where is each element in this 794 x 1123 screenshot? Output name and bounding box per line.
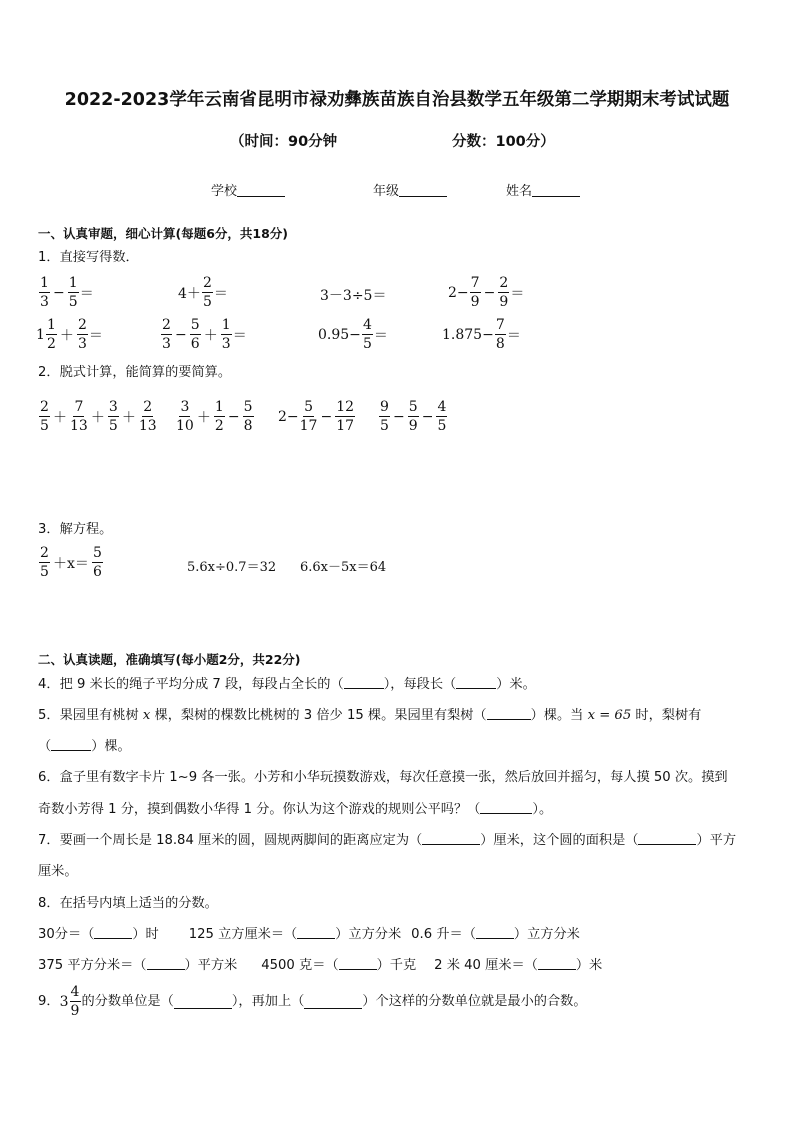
- q3-label: 3．解方程。: [38, 522, 113, 537]
- school-field: 学校: [211, 180, 285, 199]
- q5-blank-1[interactable]: [487, 706, 531, 720]
- q8-blank-3[interactable]: [476, 925, 514, 939]
- name-field: 姓名: [506, 180, 580, 199]
- q6-line-1: 6．盒子里有数字卡片 1~9 各一张。小芳和小华玩摸数游戏，每次任意摸一张，然后放回并摇匀，每人摸 50 次。摸到: [38, 770, 728, 785]
- q1-item-8: 1.875− $\frac{7}{8}$ ＝: [442, 317, 521, 352]
- q9: 9． 3 $\frac{4}{9}$ 的分数单位是（ ），再加上（ ）个这样的分数单位就是最小的合数。: [38, 984, 587, 1019]
- q2-expr-3: 2− $\frac{5}{17}$ − $\frac{12}{17}$: [278, 399, 355, 434]
- q8-blank-5[interactable]: [339, 956, 377, 970]
- score-label: 分数：100分）: [452, 134, 555, 150]
- q5-blank-2[interactable]: [51, 737, 91, 751]
- page-title: 2022-2023学年云南省昆明市禄劝彝族苗族自治县数学五年级第二学期期末考试试题: [64, 90, 730, 110]
- q9-blank-2[interactable]: [304, 995, 362, 1009]
- section1-heading: 一、认真审题，细心计算(每题6分，共18分): [38, 226, 289, 241]
- q2-label: 2．脱式计算，能简算的要简算。: [38, 365, 232, 380]
- q1-label: 1．直接写得数．: [38, 250, 139, 265]
- q7-blank-1[interactable]: [422, 831, 480, 845]
- q7-line-2: 厘米。: [38, 864, 78, 879]
- q4-blank-2[interactable]: [456, 675, 496, 689]
- q2-expr-1: $\frac{2}{5}$ ＋ $\frac{7}{13}$ ＋ $\frac{3}{5}$ ＋ $\frac{2}{13}$: [40, 399, 157, 434]
- section2-heading: 二、认真读题，准确填写(每小题2分，共22分): [38, 652, 301, 667]
- q1-item-2: 4＋ $\frac{2}{5}$ ＝: [178, 275, 228, 310]
- q5-line-2: （ ）棵。: [38, 739, 131, 754]
- q8-blank-2[interactable]: [297, 925, 335, 939]
- q1-item-5: 1 $\frac{1}{2}$ ＋ $\frac{2}{3}$ ＝: [36, 317, 103, 352]
- name-blank[interactable]: [532, 182, 580, 197]
- q7-line-1: 7．要画一个周长是 18.84 厘米的圆，圆规两脚间的距离应定为（ ）厘米，这个圆的面积是（ ）平方: [38, 833, 737, 848]
- q7-blank-2[interactable]: [638, 831, 696, 845]
- q4-blank-1[interactable]: [344, 675, 384, 689]
- q8-label: 8．在括号内填上适当的分数。: [38, 896, 218, 911]
- q8-row-2: 375 平方分米＝（ ）平方米 4500 克＝（ ）千克 2 米 40 厘米＝（ ）米: [38, 958, 603, 973]
- q1-item-3: 3－3÷5＝: [320, 288, 387, 304]
- q3-equation-1: $\frac{2}{5}$ ＋x＝ $\frac{5}{6}$: [40, 545, 102, 580]
- q1-item-7: 0.95− $\frac{4}{5}$ ＝: [318, 317, 388, 352]
- q9-blank-1[interactable]: [174, 995, 232, 1009]
- grade-field: 年级: [373, 180, 447, 199]
- time-label: （时间：90分钟: [230, 134, 338, 150]
- q6-line-2: 奇数小芳得 1 分，摸到偶数小华得 1 分。你认为这个游戏的规则公平吗？（ ）。: [38, 802, 553, 817]
- q1-item-6: $\frac{2}{3}$ − $\frac{5}{6}$ ＋ $\frac{1}{3}$ ＝: [162, 317, 247, 352]
- q3-equation-3: 6.6x－5x＝64: [300, 560, 387, 575]
- q4: 4．把 9 米长的绳子平均分成 7 段，每段占全长的（ ），每段长（ ）米。: [38, 677, 536, 692]
- q6-blank[interactable]: [480, 800, 532, 814]
- q2-expr-4: $\frac{9}{5}$ − $\frac{5}{9}$ − $\frac{4}{5}$: [380, 399, 447, 434]
- q8-blank-4[interactable]: [147, 956, 185, 970]
- q8-blank-1[interactable]: [94, 925, 132, 939]
- q8-row-1: 30分＝（ ）时 125 立方厘米＝（ ）立方分米 0.6 升＝（ ）立方分米: [38, 927, 580, 942]
- q1-item-4: 2− $\frac{7}{9}$ − $\frac{2}{9}$ ＝: [448, 275, 525, 310]
- q8-blank-6[interactable]: [538, 956, 576, 970]
- grade-blank[interactable]: [399, 182, 447, 197]
- q2-expr-2: $\frac{3}{10}$ ＋ $\frac{1}{2}$ − $\frac{5}{8}$: [176, 399, 253, 434]
- q5-line-1: 5．果园里有桃树 x 棵，梨树的棵数比桃树的 3 倍少 15 棵。果园里有梨树（ ）棵。当 x = 65 时，梨树有: [38, 708, 702, 723]
- q1-item-1: $\frac{1}{3}$ − $\frac{1}{5}$ ＝: [40, 275, 94, 310]
- school-blank[interactable]: [237, 182, 285, 197]
- q3-equation-2: 5.6x÷0.7＝32: [187, 560, 277, 575]
